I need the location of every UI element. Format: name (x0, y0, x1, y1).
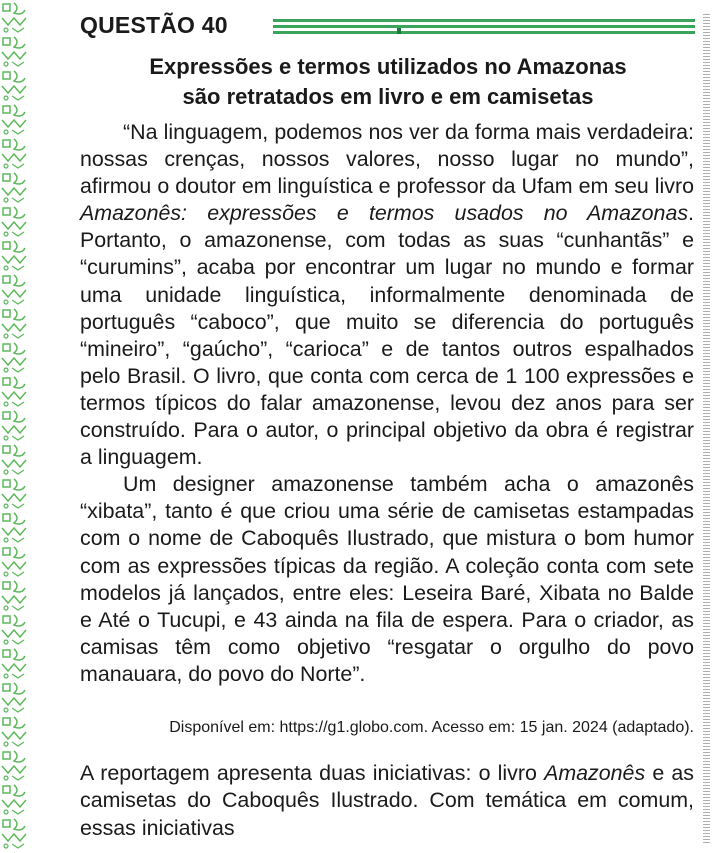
book-title: Amazonês: expressões e termos usados no Amazonas (80, 201, 689, 226)
article-headline (80, 52, 696, 112)
decorative-left-border (0, 0, 28, 853)
article-body (80, 119, 694, 688)
question-prompt (80, 760, 694, 842)
headline-line-2: são retratados em livro e em camisetas (182, 84, 594, 109)
source-citation: Disponível em: https://g1.globo.com. Acesso em: 15 jan. 2024 (adaptado). (169, 719, 694, 736)
decorative-right-strip (703, 14, 710, 844)
prompt-text-b: e as camisetas do Caboquês Ilustrado. Com temática em comum, essas iniciativas (80, 761, 694, 840)
paragraph-1-text-a: “Na linguagem, podemos nos ver da forma mais verdadeira: nossas crenças, nossos valores, nosso lugar no mundo”, afirmou o doutor em linguística e professor da Ufam em seu livro (80, 120, 694, 199)
prompt-book-title: Amazonês (544, 761, 646, 785)
article-paragraph-2: Um designer amazonense também acha o amazonês “xibata”, tanto é que criou uma série de camisetas estampadas com o nome de Caboquês Ilustrado, que mistura o bom humor com as expressões típicas da região. A coleção conta com sete modelos já lançados, entre eles: Leseira Baré, Xibata no Balde e Até o Tucupi, e 43 ainda na fila de espera. Para o criador, as camisas têm como objetivo “resgatar o orgulho do povo manauara, do povo do Norte”. (80, 472, 694, 686)
article-paragraph-1 (80, 119, 694, 471)
question-number: QUESTÃO 40 (80, 12, 228, 38)
header-green-bar (273, 19, 695, 36)
question-header (80, 10, 696, 46)
prompt-paragraph (80, 760, 694, 842)
prompt-text-a: A reportagem apresenta duas iniciativas: o livro (80, 761, 545, 785)
paragraph-1-text-b: . Portanto, o amazonense, com todas as suas “cunhantãs” e “curumins”, acaba por encontrar um lugar no mundo e formar uma unidade linguística, informalmente denominada de português “caboco”, que muito se diferencia do português “mineiro”, “gaúcho”, “carioca” e de tantos outros espalhados pelo Brasil. O livro, que conta com cerca de 1 100 expressões e termos típicos do falar amazonense, levou dez anos para ser construído. Para o autor, o principal objetivo da obra é registrar a linguagem. (80, 201, 694, 470)
headline-line-1: Expressões e termos utilizados no Amazonas (149, 54, 627, 79)
